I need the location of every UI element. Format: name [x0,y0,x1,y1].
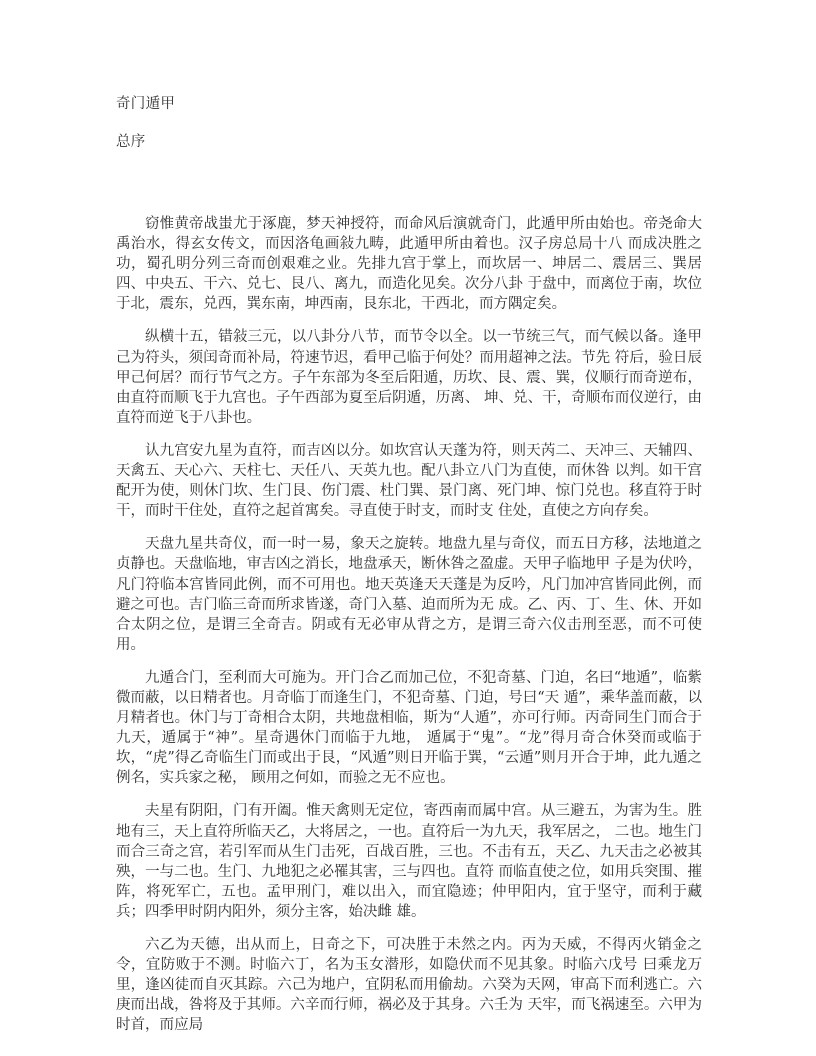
body-paragraph: 天盘九星共奇仪，而一时一易，象天之旋转。地盘九星与奇仪，而五日方移，法地道之贞静也。天盘临地，审吉凶之消长，地盘承天，断休咎之盈虚。天甲子临地甲 子是为伏吟，凡门符临本宫皆同此例，而不可用也。地天英逢天天蓬是为反吟，凡门加冲宫皆同此例，而避之可也。吉门临三奇而所求皆遂，奇门入墓、迫而所为无 成。乙、丙、丁、生、休、开如合太阴之位，是谓三全奇吉。阴或有无必审从背之方，是谓三奇六仪击刑至恶，而不可使用。 [116,536,702,653]
document-body [116,214,702,1035]
body-paragraph: 六乙为天德，出从而上，日奇之下，可决胜于未然之内。丙为天威，不得丙火销金之令，宜防败于不测。时临六丁，名为玉女潜形，如隐伏而不见其象。时临六戊号 曰乘龙万里，逢凶徒而自灭其踪。六己为地户，宜阴私而用偷劫。六癸为天网，审高下而利逃亡。六庚而出战，咎将及于其师。六辛而行师，祸必及于其身。六壬为 天牢，而飞祸速至。六甲为时首，而应局 [116,937,702,1034]
body-paragraph: 认九宫安九星为直符，而吉凶以分。如坎宫认天蓬为符，则天芮二、天冲三、天辅四、天禽五、天心六、天柱七、天任八、天英九也。配八卦立八门为直使，而休咎 以判。如干宫配开为使，则休门坎、生门艮、伤门震、杜门巽、景门离、死门坤、惊门兑也。移直符于时干，而时干住处，直符之起首寓矣。寻直使于时支，而时支 住处，直使之方向存矣。 [116,442,702,520]
document-content [116,90,702,1035]
body-paragraph: 九遁合门，至利而大可施为。开门合乙而加己位，不犯奇墓、门迫，名曰“地遁”，临紫微而蔽，以日精者也。月奇临丁而逢生门，不犯奇墓、门迫，号曰“天 遁”，乘华盖而蔽，以月精者也。休门与丁奇相合太阴，共地盘相临，斯为“人遁”，亦可行师。丙奇同生门而合于九天，遁属于“神”。星奇遇休门而临于九地， 遁属于“鬼”。“龙”得月奇合休癸而或临于坎，“虎”得乙奇临生门而或出于艮，“风遁”则日开临于巽，“云遁”则月开合于坤，此九遁之例名，实兵家之秘， 顾用之何如，而验之无不应也。 [116,669,702,787]
body-paragraph: 夫星有阴阳，门有开阖。惟天禽则无定位，寄西南而属中宫。从三避五，为害为生。胜地有三，天上直符所临天乙，大将居之，一也。直符后一为九天，我军居之， 二也。地生门而合三奇之宫，若引军而从生门击死，百战百胜，三也。不击有五，天乙、九天击之必被其殃，一与二也。生门、九地犯之必罹其害，三与四也。直符 而临直使之位，如用兵突围、摧阵，将死军亡，五也。孟甲刑门，难以出入，而宜隐迹；仲甲阳内，宜于坚守，而利于藏兵；四季甲时阴内阳外，须分主客，始决雌 雄。 [116,803,702,920]
document-title: 奇门遁甲 [116,96,176,112]
body-paragraph: 纵横十五，错敍三元，以八卦分八节，而节令以全。以一节统三气，而气候以备。逢甲己为符头，须闰奇而补局，符速节迟，看甲己临于何处？而用超神之法。节先 符后，验日辰甲己何居？而行节气之方。子午东部为冬至后阳遁，历坎、艮、震、巽，仪顺行而奇逆布，由直符而顺飞于九宫也。子午西部为夏至后阴遁，历离、 坤、兑、干，奇顺布而仪逆行，由直符而逆飞于八卦也。 [116,329,702,426]
body-paragraph: 窃惟黄帝战蚩尤于涿鹿，梦天神授符，而命风后演就奇门，此遁甲所由始也。帝尧命大禹治水，得玄女传文，而因洛龟画敍九畴，此遁甲所由着也。汉子房总局十八 而成决胜之功，蜀孔明分列三奇而创艰难之业。先排九宫于掌上，而坎居一、坤居二、震居三、巽居四、中央五、干六、兑七、艮八、离九，而造化见矣。次分八卦 于盘中，而离位于南，坎位于北，震东，兑西，巽东南，坤西南，艮东北，干西北，而方隅定矣。 [116,216,702,313]
document-subtitle: 总序 [116,134,146,150]
